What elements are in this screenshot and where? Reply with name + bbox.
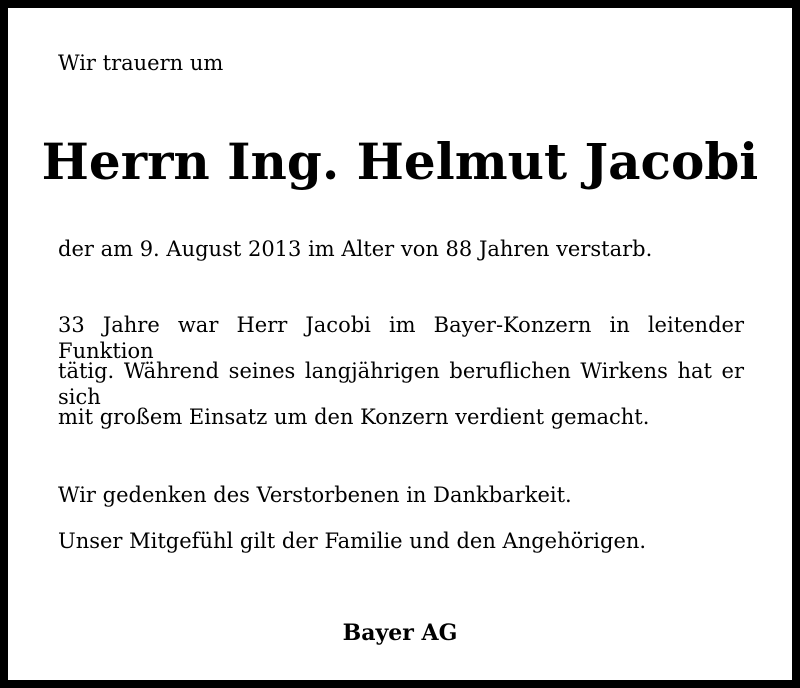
biography-line-2 [58, 358, 744, 410]
biography-line-2-text: tätig. Während seines langjährigen beruflichen Wirkens hat er sich [58, 359, 744, 409]
biography-line-1-text: 33 Jahre war Herr Jacobi im Bayer-Konzern in leitender Funktion [58, 313, 744, 363]
deceased-name: Herrn Ing. Helmut Jacobi [41, 132, 759, 191]
intro-text: Wir trauern um [58, 51, 224, 75]
biography-line-1 [58, 312, 744, 364]
memorial-line-1: Wir gedenken des Verstorbenen in Dankbarkeit. [58, 483, 572, 507]
memorial-line-2: Unser Mitgefühl gilt der Familie und den Angehörigen. [58, 529, 647, 553]
biography-line-3: mit großem Einsatz um den Konzern verdient gemacht. [58, 405, 650, 429]
death-date-text: der am 9. August 2013 im Alter von 88 Jahren verstarb. [58, 237, 653, 261]
sender-name: Bayer AG [342, 620, 458, 646]
